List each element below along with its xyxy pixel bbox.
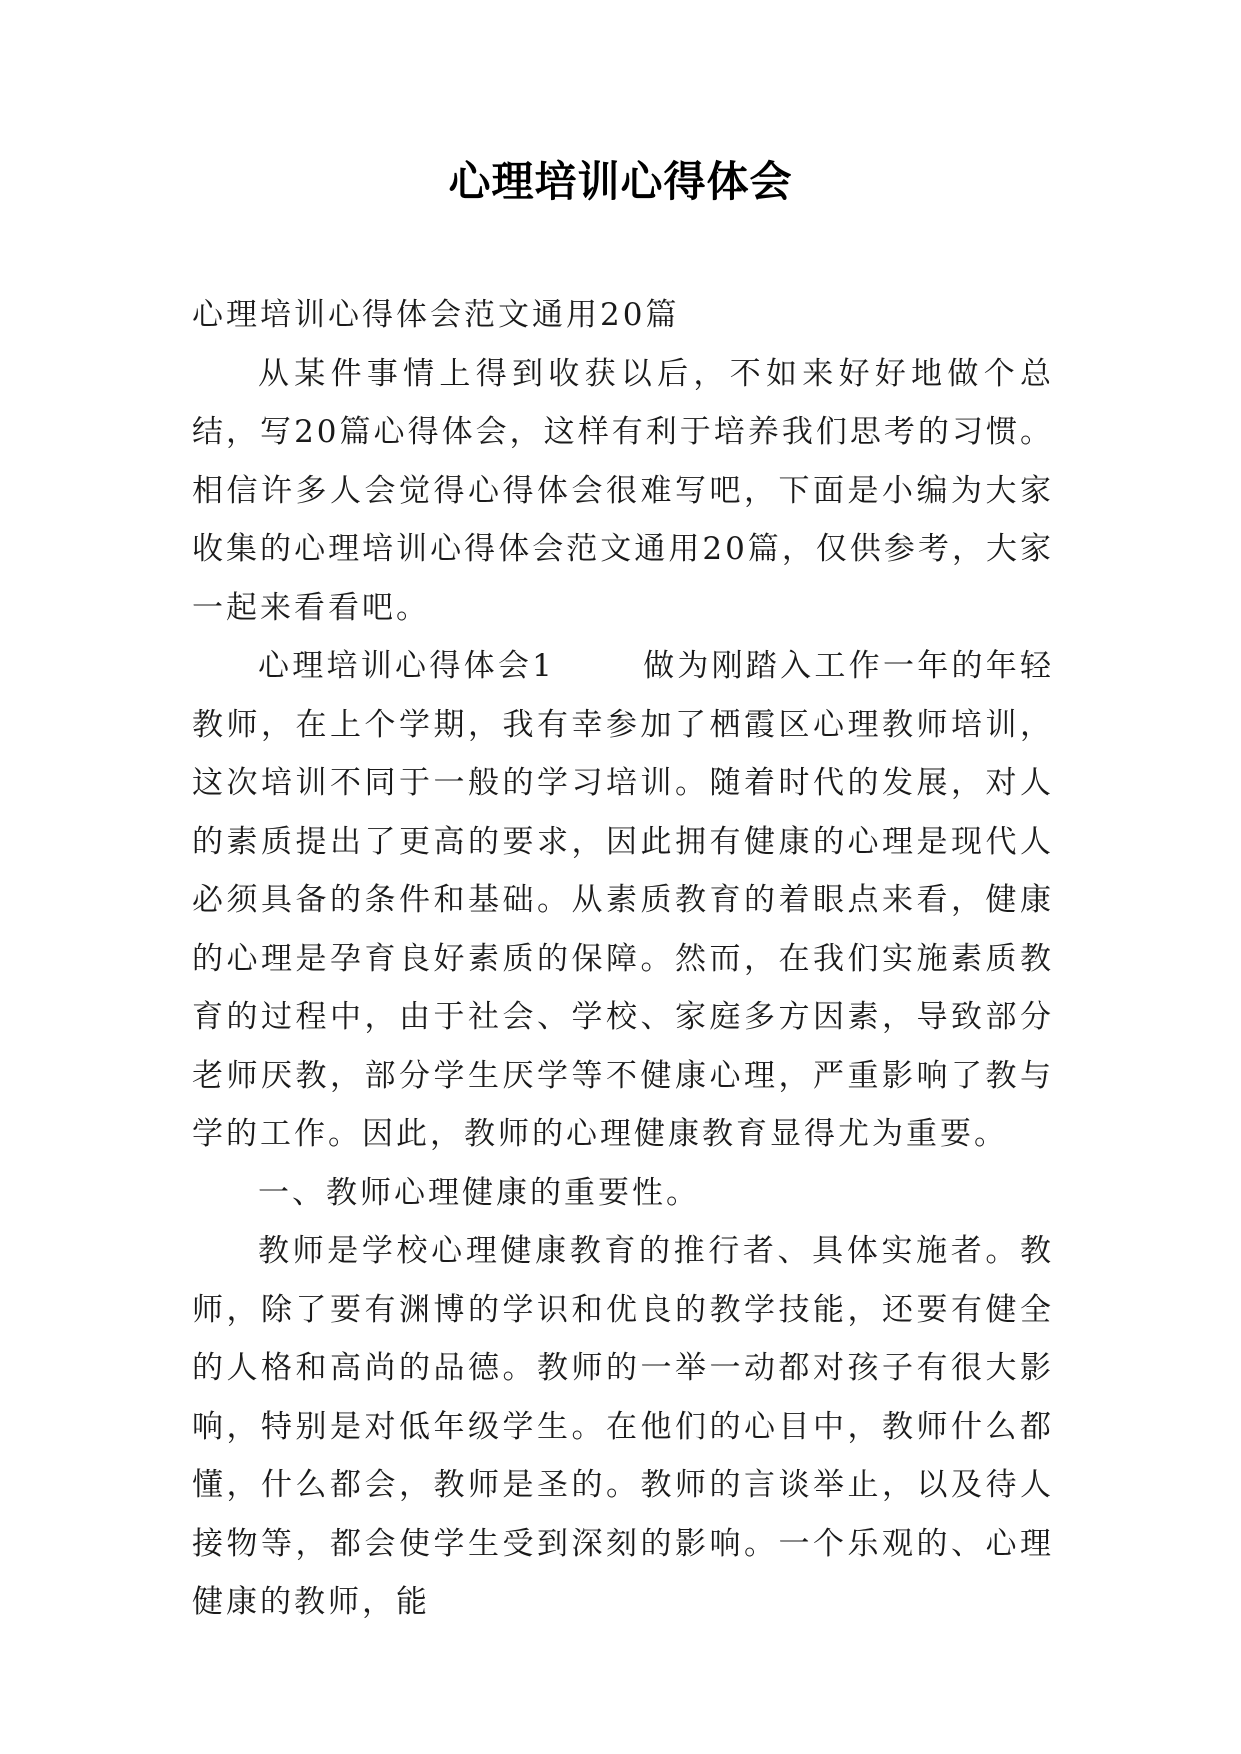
- section-1-text: 做为刚踏入工作一年的年轻教师，在上个学期，我有幸参加了栖霞区心理教师培训，这次培训不同于一般的学习培训。随着时代的发展，对人的素质提出了更高的要求，因此拥有健康的心理是现代人必须具备的条件和基础。从素质教育的着眼点来看，健康的心理是孕育良好素质的保障。然而，在我们实施素质教育的过程中，由于社会、学校、家庭多方因素，导致部分老师厌教，部分学生厌学等不健康心理，严重影响了教与学的工作。因此，教师的心理健康教育显得尤为重要。: [192, 648, 1055, 1152]
- document-subtitle: 心理培训心得体会范文通用20篇: [192, 297, 680, 333]
- document-title: 心理培训心得体会: [448, 157, 793, 206]
- point-1-heading: 一、教师心理健康的重要性。: [258, 1174, 700, 1211]
- intro-paragraph: 从某件事情上得到收获以后，不如来好好地做个总结，写20篇心得体会，这样有利于培养我们思考的习惯。相信许多人会觉得心得体会很难写吧，下面是小编为大家收集的心理培训心得体会范文通用20篇，仅供参考，大家一起来看看吧。: [192, 355, 1054, 626]
- section-1-paragraph: [192, 637, 1054, 1164]
- section-1-heading: 心理培训心得体会1: [258, 648, 555, 684]
- point-1-paragraph: 教师是学校心理健康教育的推行者、具体实施者。教师，除了要有渊博的学识和优良的教学技能，还要有健全的人格和高尚的品德。教师的一举一动都对孩子有很大影响，特别是对低年级学生。在他们的心目中，教师什么都懂，什么都会，教师是圣的。教师的言谈举止，以及待人接物等，都会使学生受到深刻的影响。一个乐观的、心理健康的教师，能: [192, 1233, 1054, 1620]
- document-body: [192, 286, 1054, 1632]
